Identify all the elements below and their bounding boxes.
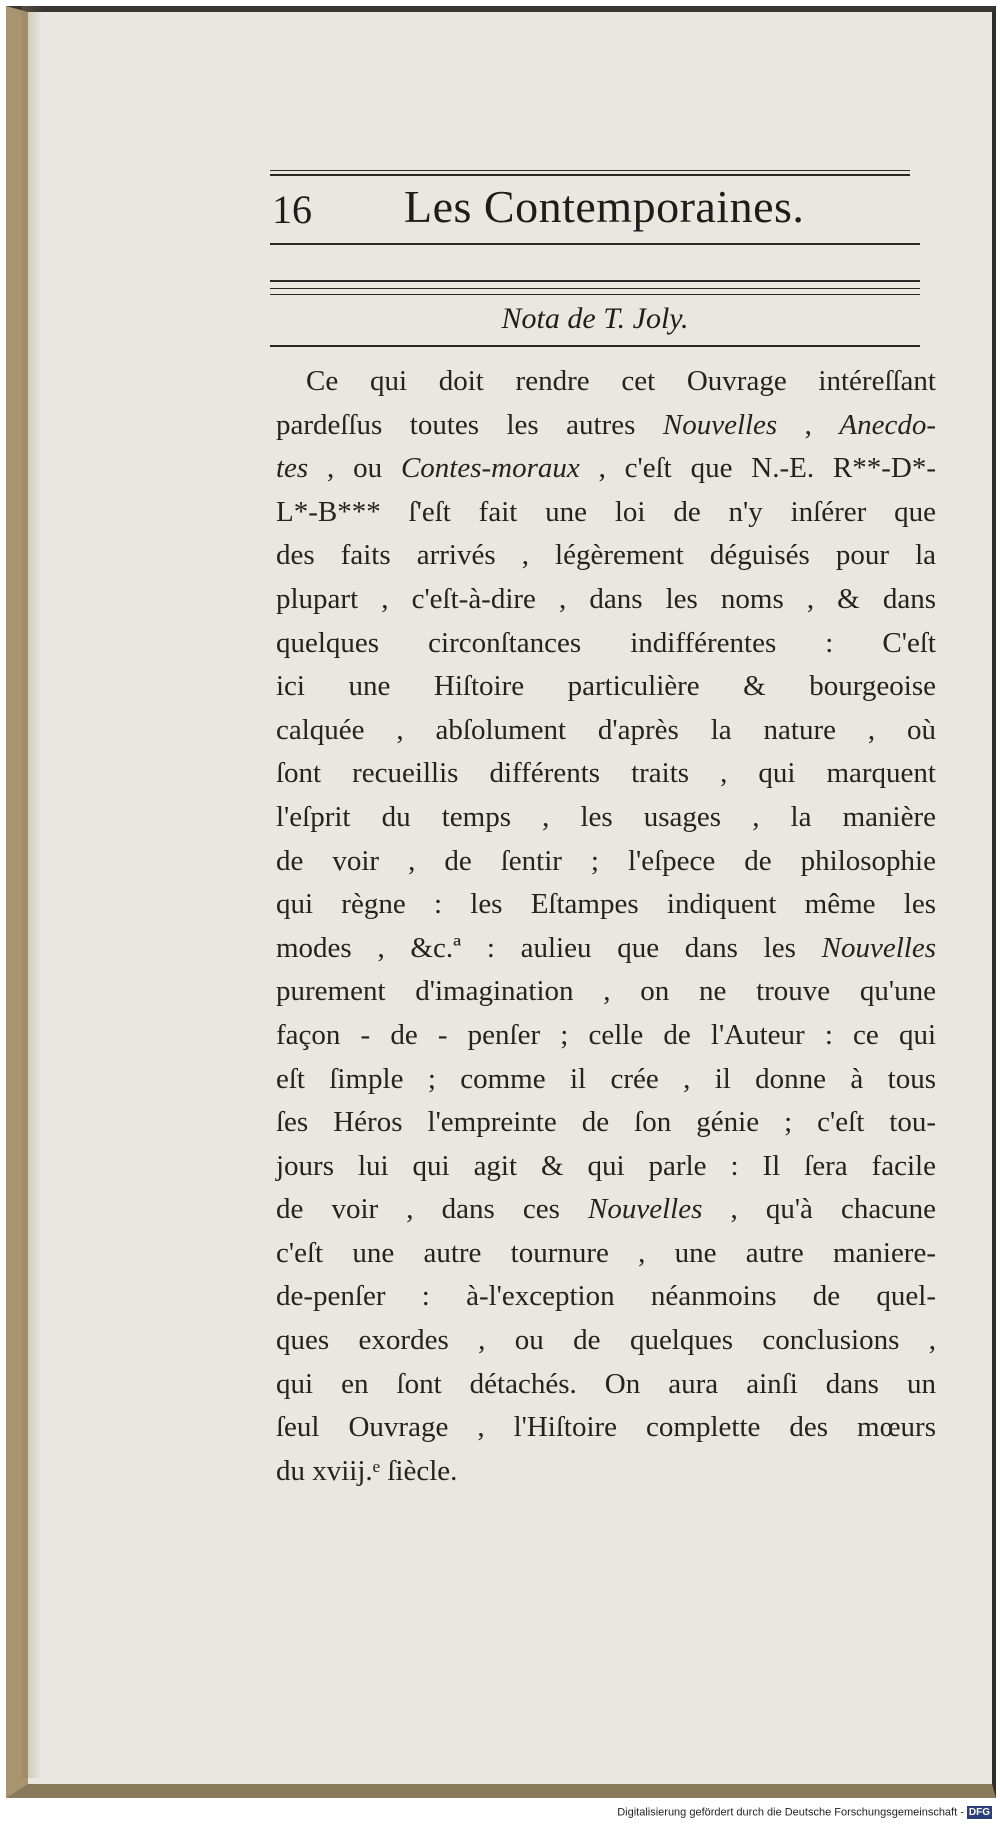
text-line xyxy=(276,796,936,840)
italic-text: Nouvelles xyxy=(821,931,936,964)
text-line xyxy=(276,665,936,709)
text-run: pardeſſus toutes les autres xyxy=(276,408,663,441)
text-run: qui en ſont détachés. On aura ainſi dans un xyxy=(276,1367,936,1400)
italic-text: Nouvelles xyxy=(662,408,778,441)
text-line xyxy=(276,752,936,796)
gutter-shadow xyxy=(22,6,42,1778)
note-title: Nota de T. Joly. xyxy=(501,302,689,335)
text-line xyxy=(276,578,936,622)
rule-top xyxy=(270,174,910,176)
digitization-footer xyxy=(617,1806,992,1819)
text-line xyxy=(276,1363,936,1407)
text-line xyxy=(276,1058,936,1102)
text-run: , qu'à chacune xyxy=(702,1193,936,1226)
text-run: du xviij.ᵉ ſiècle. xyxy=(276,1454,458,1487)
text-line xyxy=(276,709,936,753)
text-run: , ou xyxy=(308,452,401,485)
text-run: modes , &c.ª : aulieu que dans les xyxy=(276,931,822,964)
text-run: de-penſer : à-l'exception néanmoins de quel- xyxy=(276,1280,936,1313)
dfg-logo-icon: DFG xyxy=(968,1807,990,1818)
text-run: L*-B*** ſ'eſt fait une loi de n'y inſérer que xyxy=(276,495,936,528)
text-run: , xyxy=(777,408,840,441)
text-run: ſeul Ouvrage , l'Hiſtoire complette des mœurs xyxy=(276,1411,936,1444)
text-line xyxy=(276,840,936,884)
text-line xyxy=(276,622,936,666)
text-line xyxy=(276,404,936,448)
italic-text: Nouvelles xyxy=(588,1193,703,1226)
rule-double-upper xyxy=(270,280,920,282)
rule-under-note xyxy=(270,345,920,347)
italic-text: tes xyxy=(276,452,309,485)
italic-text: Contes-moraux xyxy=(400,452,580,485)
text-run: ques exordes , ou de quelques conclusions , xyxy=(276,1324,936,1357)
rule-double-lower xyxy=(270,288,920,289)
text-line xyxy=(276,1450,936,1494)
text-run: quelques circonſtances indifférentes : C'eſt xyxy=(276,626,936,659)
text-line xyxy=(276,447,936,491)
text-line xyxy=(276,1014,936,1058)
page-number: 16 xyxy=(272,187,312,232)
text-line xyxy=(276,1145,936,1189)
text-line xyxy=(276,1232,936,1276)
text-run: façon - de - penſer ; celle de l'Auteur : ce qui xyxy=(276,1018,936,1051)
text-run: c'eſt une autre tournure , une autre maniere- xyxy=(276,1236,936,1269)
text-run: de voir , de ſentir ; l'eſpece de philosophie xyxy=(276,844,936,877)
text-run: l'eſprit du temps , les usages , la manière xyxy=(276,800,936,833)
text-line xyxy=(276,1101,936,1145)
text-run: des faits arrivés , légèrement déguisés pour la xyxy=(276,539,936,572)
text-run: , c'eſt que N.-E. R**-D*- xyxy=(579,452,936,485)
text-line xyxy=(276,1319,936,1363)
text-run: plupart , c'eſt-à-dire , dans les noms , & dans xyxy=(276,582,936,615)
text-run: jours lui qui agit & qui parle : Il ſera facile xyxy=(276,1149,936,1182)
rule-under-head xyxy=(270,243,920,245)
running-title: Les Contemporaines. xyxy=(404,181,805,232)
text-run: ſont recueillis différents traits , qui marquent xyxy=(276,757,936,790)
text-line xyxy=(276,1275,936,1319)
text-run: de voir , dans ces xyxy=(276,1193,589,1226)
text-run: eſt ſimple ; comme il crée , il donne à tous xyxy=(276,1062,936,1095)
text-line xyxy=(276,360,936,404)
rule-top-thin xyxy=(270,170,910,171)
footer-text: Digitalisierung gefördert durch die Deutsche Forschungsgemeinschaft - xyxy=(617,1806,964,1819)
rule-double-third xyxy=(270,294,920,295)
running-head xyxy=(270,180,920,240)
text-line xyxy=(276,927,936,971)
text-run: qui règne : les Eſtampes indiquent même les xyxy=(276,888,936,921)
text-run: ici une Hiſtoire particulière & bourgeoise xyxy=(276,670,936,703)
text-line xyxy=(276,534,936,578)
text-line xyxy=(276,970,936,1014)
italic-text: Anecdo- xyxy=(839,408,937,441)
text-run: purement d'imagination , on ne trouve qu'une xyxy=(276,975,936,1008)
text-line xyxy=(276,1406,936,1450)
text-run: calquée , abſolument d'après la nature , où xyxy=(276,713,936,746)
text-run: ſes Héros l'empreinte de ſon génie ; c'eſt tou- xyxy=(276,1106,936,1139)
text-line xyxy=(276,1188,936,1232)
text-line xyxy=(276,883,936,927)
text-run: Ce qui doit rendre cet Ouvrage intéreſſant xyxy=(306,365,936,397)
text-line xyxy=(276,491,936,535)
body-paragraph xyxy=(276,360,936,1493)
